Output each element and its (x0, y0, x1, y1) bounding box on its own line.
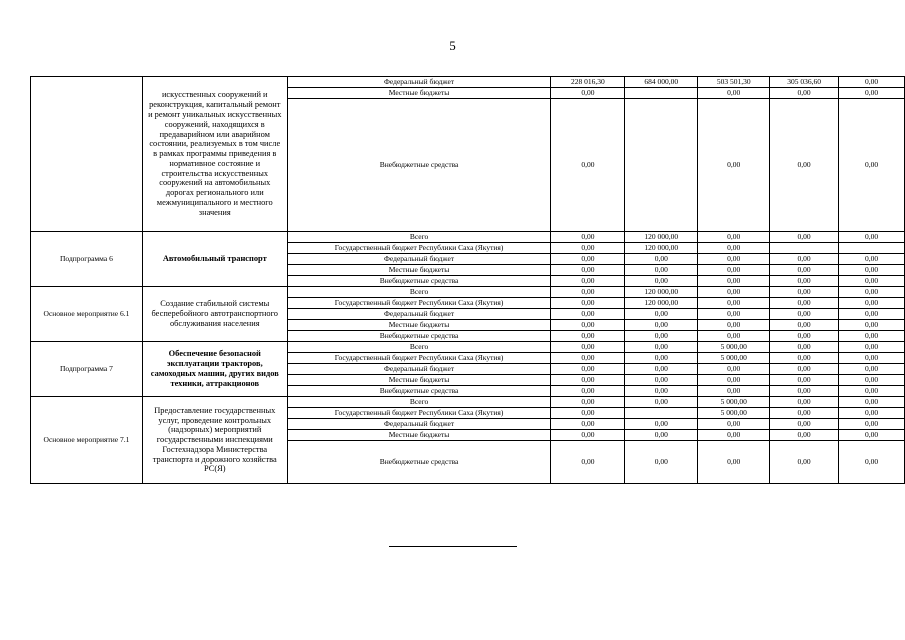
amount-cell: 0,00 (839, 375, 905, 386)
table-row (31, 287, 905, 298)
table-row (31, 77, 905, 88)
table-row (31, 232, 905, 243)
funding-source-cell: Внебюджетные средства (287, 386, 551, 397)
amount-cell: 0,00 (770, 342, 839, 353)
amount-cell: 0,00 (551, 287, 625, 298)
amount-cell: 0,00 (698, 232, 770, 243)
table-row (31, 397, 905, 408)
budget-table (30, 76, 905, 484)
funding-source-cell: Государственный бюджет Республики Саха (Якутия) (287, 298, 551, 309)
amount-cell: 0,00 (698, 430, 770, 441)
amount-cell: 0,00 (551, 353, 625, 364)
amount-cell: 0,00 (770, 276, 839, 287)
amount-cell: 120 000,00 (625, 243, 698, 254)
amount-cell: 0,00 (839, 309, 905, 320)
amount-cell: 0,00 (770, 88, 839, 99)
page-number: 5 (449, 38, 456, 53)
amount-cell: 228 016,30 (551, 77, 625, 88)
amount-cell: 0,00 (770, 265, 839, 276)
funding-source-cell: Всего (287, 232, 551, 243)
program-name-cell: Предоставление государственных услуг, проведение контрольных (надзорных) мероприятий государственными инспекциями Гостехнадзора Министерства транспорта и дорожного хозяйства РС(Я) (142, 397, 287, 484)
amount-cell: 0,00 (551, 364, 625, 375)
funding-source-cell: Всего (287, 397, 551, 408)
amount-cell: 0,00 (551, 342, 625, 353)
amount-cell: 0,00 (698, 309, 770, 320)
amount-cell: 0,00 (770, 254, 839, 265)
amount-cell: 0,00 (551, 397, 625, 408)
amount-cell: 0,00 (551, 430, 625, 441)
amount-cell: 0,00 (770, 408, 839, 419)
amount-cell: 0,00 (770, 375, 839, 386)
amount-cell (770, 243, 839, 254)
amount-cell: 0,00 (625, 320, 698, 331)
amount-cell: 0,00 (625, 430, 698, 441)
funding-source-cell: Федеральный бюджет (287, 309, 551, 320)
amount-cell: 0,00 (770, 331, 839, 342)
program-name-cell: Автомобильный транспорт (142, 232, 287, 287)
amount-cell: 0,00 (770, 364, 839, 375)
amount-cell: 5 000,00 (698, 353, 770, 364)
amount-cell: 503 501,30 (698, 77, 770, 88)
funding-source-cell: Федеральный бюджет (287, 419, 551, 430)
amount-cell: 684 000,00 (625, 77, 698, 88)
table-row (31, 342, 905, 353)
program-name-cell: Создание стабильной системы бесперебойного автотранспортного обслуживания населения (142, 287, 287, 342)
amount-cell: 0,00 (551, 254, 625, 265)
amount-cell: 0,00 (625, 276, 698, 287)
amount-cell: 5 000,00 (698, 408, 770, 419)
amount-cell: 0,00 (839, 287, 905, 298)
amount-cell: 0,00 (698, 243, 770, 254)
amount-cell: 0,00 (625, 353, 698, 364)
program-name-cell: Обеспечение безопасной эксплуатации тракторов, самоходных машин, других видов техники, аттракционов (142, 342, 287, 397)
amount-cell: 0,00 (770, 353, 839, 364)
amount-cell: 0,00 (551, 298, 625, 309)
amount-cell: 0,00 (839, 320, 905, 331)
amount-cell: 0,00 (839, 386, 905, 397)
amount-cell: 0,00 (698, 320, 770, 331)
amount-cell: 0,00 (770, 298, 839, 309)
amount-cell: 0,00 (698, 364, 770, 375)
program-label-cell (31, 77, 143, 232)
amount-cell: 0,00 (839, 298, 905, 309)
amount-cell: 5 000,00 (698, 397, 770, 408)
amount-cell: 0,00 (551, 309, 625, 320)
amount-cell: 0,00 (625, 342, 698, 353)
funding-source-cell: Федеральный бюджет (287, 254, 551, 265)
amount-cell (839, 243, 905, 254)
amount-cell: 0,00 (839, 77, 905, 88)
amount-cell: 0,00 (625, 441, 698, 484)
amount-cell: 0,00 (839, 342, 905, 353)
program-label-cell: Основное мероприятие 6.1 (31, 287, 143, 342)
amount-cell: 0,00 (698, 99, 770, 232)
amount-cell: 0,00 (839, 353, 905, 364)
amount-cell: 0,00 (839, 408, 905, 419)
amount-cell: 0,00 (551, 386, 625, 397)
amount-cell: 0,00 (770, 287, 839, 298)
amount-cell: 0,00 (770, 441, 839, 484)
amount-cell: 0,00 (551, 375, 625, 386)
amount-cell: 0,00 (551, 232, 625, 243)
amount-cell: 0,00 (625, 265, 698, 276)
amount-cell: 0,00 (551, 265, 625, 276)
amount-cell: 0,00 (698, 441, 770, 484)
amount-cell: 0,00 (839, 88, 905, 99)
program-label-cell: Подпрограмма 7 (31, 342, 143, 397)
funding-source-cell: Внебюджетные средства (287, 276, 551, 287)
amount-cell (625, 408, 698, 419)
amount-cell: 0,00 (698, 419, 770, 430)
funding-source-cell: Внебюджетные средства (287, 331, 551, 342)
amount-cell: 0,00 (839, 441, 905, 484)
amount-cell: 0,00 (698, 287, 770, 298)
amount-cell: 0,00 (625, 254, 698, 265)
amount-cell: 0,00 (551, 99, 625, 232)
amount-cell: 0,00 (625, 386, 698, 397)
amount-cell: 0,00 (698, 265, 770, 276)
amount-cell: 0,00 (551, 408, 625, 419)
amount-cell: 0,00 (770, 320, 839, 331)
amount-cell: 0,00 (839, 430, 905, 441)
funding-source-cell: Местные бюджеты (287, 375, 551, 386)
amount-cell: 0,00 (770, 386, 839, 397)
amount-cell: 120 000,00 (625, 232, 698, 243)
funding-source-cell: Всего (287, 287, 551, 298)
funding-source-cell: Федеральный бюджет (287, 77, 551, 88)
amount-cell: 120 000,00 (625, 298, 698, 309)
amount-cell: 0,00 (839, 331, 905, 342)
amount-cell: 0,00 (698, 386, 770, 397)
amount-cell: 0,00 (770, 309, 839, 320)
amount-cell: 0,00 (839, 276, 905, 287)
amount-cell: 0,00 (551, 276, 625, 287)
amount-cell: 305 036,60 (770, 77, 839, 88)
funding-source-cell: Государственный бюджет Республики Саха (Якутия) (287, 408, 551, 419)
amount-cell: 0,00 (625, 419, 698, 430)
amount-cell (625, 88, 698, 99)
amount-cell: 0,00 (551, 88, 625, 99)
amount-cell: 0,00 (770, 419, 839, 430)
funding-source-cell: Всего (287, 342, 551, 353)
amount-cell: 0,00 (698, 254, 770, 265)
amount-cell: 0,00 (551, 419, 625, 430)
amount-cell: 0,00 (625, 364, 698, 375)
amount-cell: 0,00 (839, 397, 905, 408)
amount-cell: 0,00 (770, 232, 839, 243)
amount-cell: 0,00 (625, 375, 698, 386)
amount-cell: 0,00 (770, 397, 839, 408)
program-name-cell: искусственных сооружений и реконструкция, капитальный ремонт и ремонт уникальных искусственных сооружений, находящихся в предаварийном или аварийном состоянии, реализуемых в том числе в рамках программы приведения в нормативное состояние и строительства искусственных сооружений на автомобильных дорогах регионального или межмуниципального и местного значения (142, 77, 287, 232)
amount-cell: 0,00 (770, 99, 839, 232)
amount-cell: 0,00 (839, 99, 905, 232)
amount-cell: 0,00 (839, 254, 905, 265)
amount-cell: 0,00 (698, 88, 770, 99)
funding-source-cell: Местные бюджеты (287, 265, 551, 276)
amount-cell: 0,00 (551, 331, 625, 342)
amount-cell: 0,00 (698, 375, 770, 386)
amount-cell: 0,00 (770, 430, 839, 441)
amount-cell: 0,00 (839, 232, 905, 243)
amount-cell: 0,00 (698, 298, 770, 309)
funding-source-cell: Федеральный бюджет (287, 364, 551, 375)
amount-cell: 0,00 (551, 441, 625, 484)
amount-cell: 0,00 (698, 331, 770, 342)
amount-cell: 0,00 (839, 364, 905, 375)
program-label-cell: Основное мероприятие 7.1 (31, 397, 143, 484)
amount-cell: 0,00 (625, 309, 698, 320)
funding-source-cell: Местные бюджеты (287, 320, 551, 331)
funding-source-cell: Государственный бюджет Республики Саха (Якутия) (287, 243, 551, 254)
funding-source-cell: Внебюджетные средства (287, 441, 551, 484)
funding-source-cell: Внебюджетные средства (287, 99, 551, 232)
funding-source-cell: Государственный бюджет Республики Саха (Якутия) (287, 353, 551, 364)
amount-cell (625, 99, 698, 232)
amount-cell: 120 000,00 (625, 287, 698, 298)
funding-source-cell: Местные бюджеты (287, 430, 551, 441)
amount-cell: 0,00 (551, 243, 625, 254)
footer-rule (389, 546, 517, 547)
amount-cell: 5 000,00 (698, 342, 770, 353)
program-label-cell: Подпрограмма 6 (31, 232, 143, 287)
amount-cell: 0,00 (625, 397, 698, 408)
amount-cell: 0,00 (551, 320, 625, 331)
amount-cell: 0,00 (839, 419, 905, 430)
amount-cell: 0,00 (625, 331, 698, 342)
amount-cell: 0,00 (839, 265, 905, 276)
funding-source-cell: Местные бюджеты (287, 88, 551, 99)
amount-cell: 0,00 (698, 276, 770, 287)
